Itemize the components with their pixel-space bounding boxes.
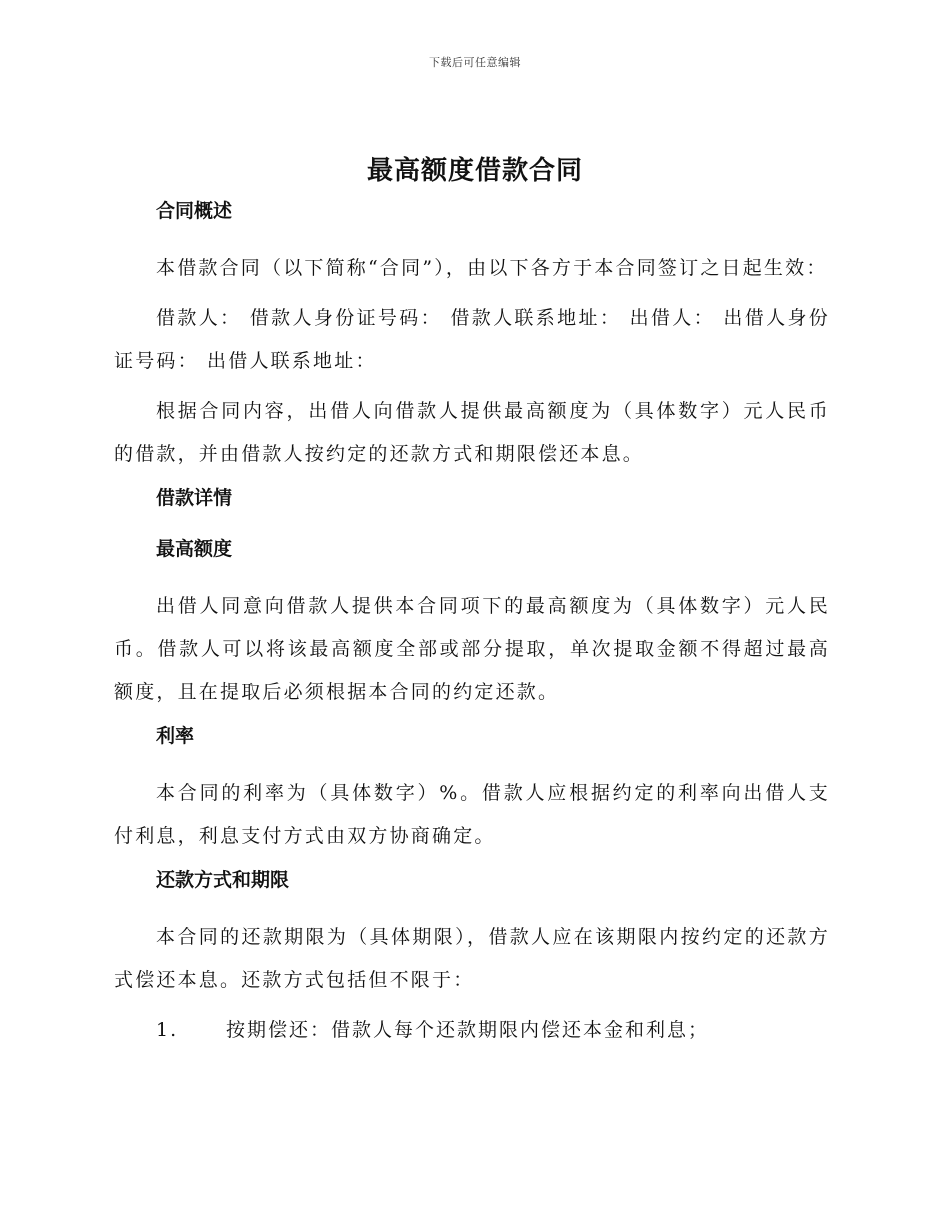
paragraph-overview-summary: 根据合同内容，出借人向借款人提供最高额度为（具体数字）元人民币的借款，并由借款人按约定的还款方式和期限偿还本息。 <box>114 400 830 465</box>
section-heading-max-limit: 最高额度 <box>156 538 233 560</box>
paragraph-max-limit: 出借人同意向借款人提供本合同项下的最高额度为（具体数字）元人民币。借款人可以将该最高额度全部或部分提取，单次提取金额不得超过最高额度，且在提取后必须根据本合同的约定还款。 <box>114 595 830 703</box>
paragraph-overview-intro: 本借款合同（以下简称“合同”），由以下各方于本合同签订之日起生效： <box>156 257 828 279</box>
paragraph-interest: 本合同的利率为（具体数字）%。借款人应根据约定的利率向出借人支付利息，利息支付方式由双方协商确定。 <box>114 782 830 847</box>
section-heading-details: 借款详情 <box>156 487 233 509</box>
list-item <box>114 1009 830 1052</box>
document-title: 最高额度借款合同 <box>366 156 583 186</box>
paragraph-repayment: 本合同的还款期限为（具体期限），借款人应在该期限内按约定的还款方式偿还本息。还款方式包括但不限于： <box>114 926 830 991</box>
list-item-number: 1. <box>156 1019 179 1041</box>
header-note: 下载后可任意编辑 <box>429 56 521 69</box>
document-body <box>114 196 830 1052</box>
list-item-text: 按期偿还：借款人每个还款期限内偿还本金和利息； <box>226 1019 710 1041</box>
section-heading-overview: 合同概述 <box>156 200 233 222</box>
paragraph-parties: 借款人： 借款人身份证号码： 借款人联系地址： 出借人： 出借人身份证号码： 出借人联系地址： <box>114 307 830 372</box>
section-heading-interest: 利率 <box>156 725 195 747</box>
section-heading-repayment: 还款方式和期限 <box>156 869 290 891</box>
